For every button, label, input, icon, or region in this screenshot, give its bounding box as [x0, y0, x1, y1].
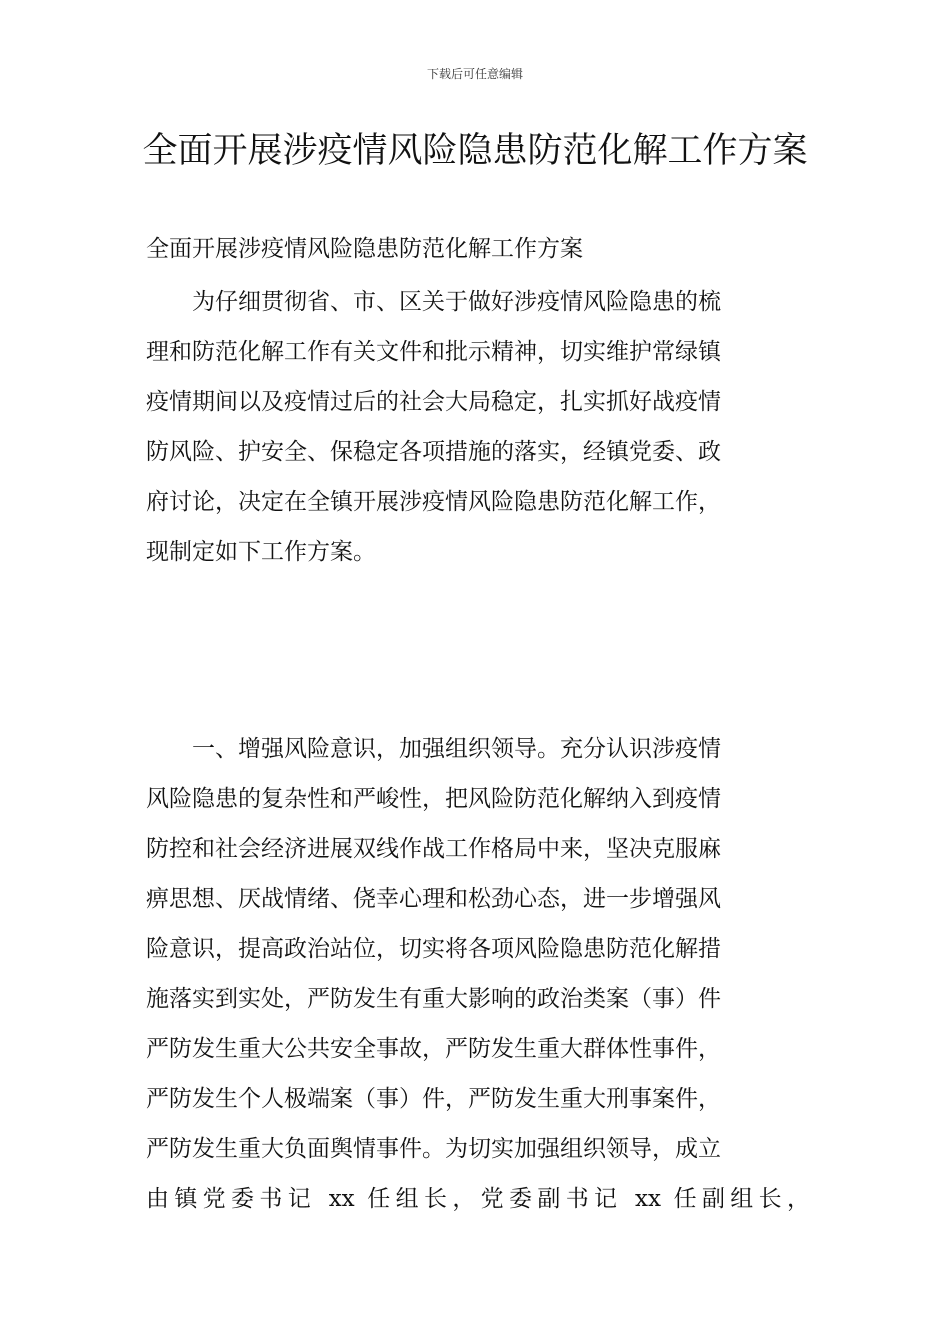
paragraph-line: 一、增强风险意识，加强组织领导。充分认识涉疫情: [146, 736, 721, 762]
paragraph-line: 痹思想、厌战情绪、侥幸心理和松劲心态，进一步增强风: [146, 886, 721, 912]
paragraph-line: 严防发生重大公共安全事故，严防发生重大群体性事件，: [146, 1036, 721, 1062]
paragraph-line: 疫情期间以及疫情过后的社会大局稳定，扎实抓好战疫情: [146, 389, 721, 415]
paragraph-line: 由镇党委书记 xx 任组长，党委副书记 xx 任副组长，: [146, 1186, 810, 1212]
paragraph-section-one: [146, 731, 810, 1231]
paragraph-line: 严防发生重大负面舆情事件。为切实加强组织领导，成立: [146, 1136, 721, 1162]
document-subtitle: 全面开展涉疫情风险隐患防范化解工作方案: [146, 236, 583, 262]
paragraph-line: 施落实到实处，严防发生有重大影响的政治类案（事）件: [146, 986, 721, 1012]
page-header-note: 下载后可任意编辑: [426, 67, 523, 81]
paragraph-line: 府讨论，决定在全镇开展涉疫情风险隐患防范化解工作，: [146, 489, 721, 515]
paragraph-line: 防控和社会经济进展双线作战工作格局中来，坚决克服麻: [146, 836, 721, 862]
paragraph-line: 险意识，提高政治站位，切实将各项风险隐患防范化解措: [146, 936, 721, 962]
paragraph-line: 严防发生个人极端案（事）件，严防发生重大刑事案件，: [146, 1086, 721, 1112]
paragraph-line: 防风险、护安全、保稳定各项措施的落实，经镇党委、政: [146, 439, 721, 465]
document-title: 全面开展涉疫情风险隐患防范化解工作方案: [142, 131, 808, 171]
paragraph-line: 现制定如下工作方案。: [146, 539, 376, 565]
paragraph-intro: [146, 284, 721, 584]
paragraph-line: 理和防范化解工作有关文件和批示精神，切实维护常绿镇: [146, 339, 721, 365]
paragraph-line: 为仔细贯彻省、市、区关于做好涉疫情风险隐患的梳: [146, 289, 721, 315]
paragraph-line: 风险隐患的复杂性和严峻性，把风险防范化解纳入到疫情: [146, 786, 721, 812]
